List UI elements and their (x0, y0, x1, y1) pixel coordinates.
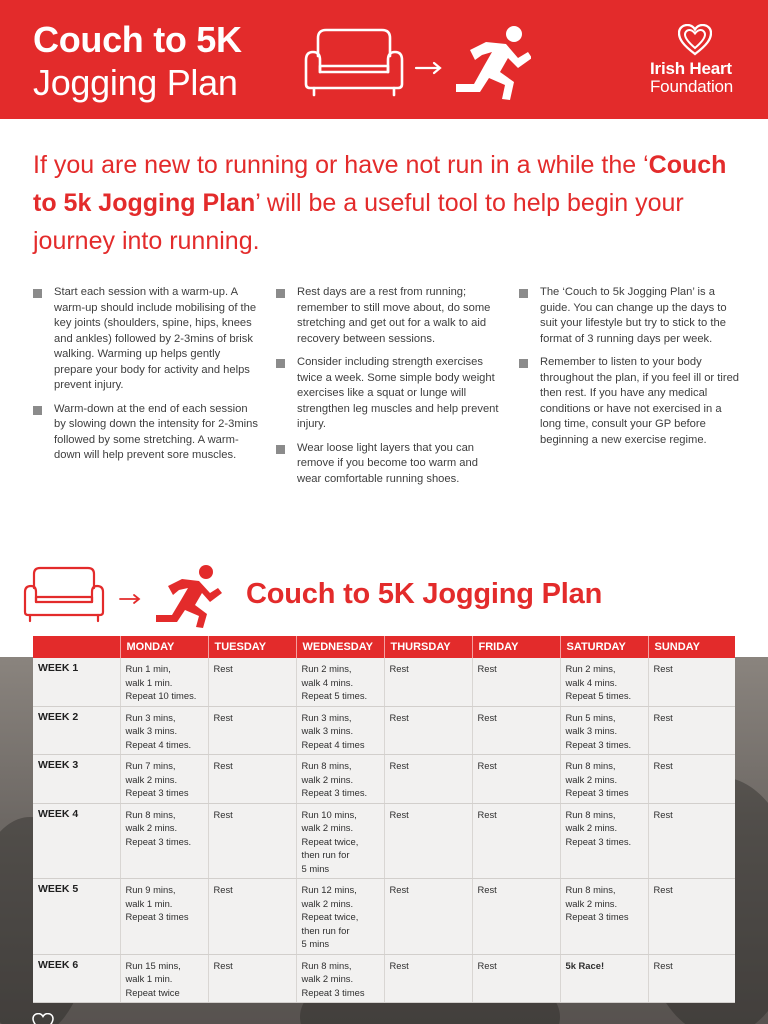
table-cell: Run 9 mins, walk 1 min. Repeat 3 times (120, 879, 208, 955)
table-cell: Rest (384, 755, 472, 804)
header-blank (33, 636, 120, 658)
tips-column-2 (276, 285, 501, 495)
brand-name-line-2: Foundation (650, 77, 734, 96)
table-cell: Run 8 mins, walk 2 mins. Repeat 3 times. (120, 803, 208, 879)
footer-heart-icon (32, 1013, 54, 1024)
couch-icon (306, 30, 402, 95)
table-cell: Rest (648, 803, 735, 879)
table-cell: Rest (208, 803, 296, 879)
table-cell: Rest (384, 879, 472, 955)
page-title (33, 18, 242, 104)
intro-paragraph (33, 146, 733, 260)
tips-column-1 (33, 285, 258, 472)
tip-listen-body: Remember to listen to your body throughout the plan, if you feel ill or tired then rest. If you have any medical conditions or have not exercised in a long time, consult your GP before beginning a new exercise regime. (519, 355, 744, 448)
table-cell: Rest (648, 954, 735, 1003)
table-cell: Run 12 mins, walk 2 mins. Repeat twice, then run for 5 mins (296, 879, 384, 955)
tip-strength: Consider including strength exercises twice a week. Some simple body weight exercises like a squat or lunge will strengthen leg muscles and help prevent injury. (276, 355, 501, 433)
table-cell: Run 2 mins, walk 4 mins. Repeat 5 times. (560, 658, 648, 706)
table-cell: Run 8 mins, walk 2 mins. Repeat 3 times (296, 954, 384, 1003)
table-cell: Run 8 mins, walk 2 mins. Repeat 3 times. (296, 755, 384, 804)
section-couch-to-runner-graphic (22, 562, 222, 628)
table-cell: Rest (384, 658, 472, 706)
table-cell: Rest (648, 755, 735, 804)
intro-bold-plan-name: Couch to 5k Jogging Plan (33, 151, 727, 217)
week-label: WEEK 2 (33, 706, 120, 755)
arrow-right-icon (416, 63, 440, 73)
table-cell: Rest (472, 879, 560, 955)
tip-rest-days: Rest days are a rest from running; remember to still move about, do some stretching and get out for a walk to aid recovery between sessions. (276, 285, 501, 347)
table-cell: 5k Race! (560, 954, 648, 1003)
intro-text-1: If you are new to running or have not run in a while the ‘ (33, 151, 649, 179)
table-cell: Rest (208, 879, 296, 955)
header-saturday: SATURDAY (560, 636, 648, 658)
table-cell: Run 2 mins, walk 4 mins. Repeat 5 times. (296, 658, 384, 706)
table-row (33, 954, 735, 1003)
table-cell: Run 3 mins, walk 3 mins. Repeat 4 times (296, 706, 384, 755)
table-cell: Rest (472, 658, 560, 706)
table-cell: Rest (472, 954, 560, 1003)
table-cell: Rest (208, 706, 296, 755)
tips-column-3 (519, 285, 744, 456)
table-body (33, 658, 735, 1003)
title-line-1: Couch to 5K (33, 19, 242, 60)
header-thursday: THURSDAY (384, 636, 472, 658)
header-tuesday: TUESDAY (208, 636, 296, 658)
header-wednesday: WEDNESDAY (296, 636, 384, 658)
table-cell: Rest (384, 954, 472, 1003)
header-sunday: SUNDAY (648, 636, 735, 658)
plan-section-title: Couch to 5K Jogging Plan (246, 578, 603, 610)
tip-guide: The ‘Couch to 5k Jogging Plan’ is a guide. You can change up the days to suit your lifestyle but try to stick to the format of 3 running days per week. (519, 285, 744, 347)
couch-to-runner-graphic (296, 22, 531, 102)
table-cell: Rest (208, 954, 296, 1003)
heart-logo-icon (678, 24, 712, 56)
runner-icon (456, 26, 531, 100)
brand-name-line-1: Irish Heart (650, 59, 732, 78)
table-row (33, 755, 735, 804)
table-cell: Run 1 min, walk 1 min. Repeat 10 times. (120, 658, 208, 706)
table-cell: Rest (384, 706, 472, 755)
table-cell: Rest (648, 658, 735, 706)
week-label: WEEK 5 (33, 879, 120, 955)
table-header-row (33, 636, 735, 658)
table-cell: Rest (208, 658, 296, 706)
table-cell: Rest (472, 803, 560, 879)
table-cell: Rest (648, 879, 735, 955)
week-label: WEEK 3 (33, 755, 120, 804)
table-row (33, 803, 735, 879)
section-runner-icon (156, 565, 222, 628)
table-cell: Run 8 mins, walk 2 mins. Repeat 3 times (560, 755, 648, 804)
table-cell: Rest (208, 755, 296, 804)
table-cell: Run 3 mins, walk 3 mins. Repeat 4 times. (120, 706, 208, 755)
table-cell: Run 10 mins, walk 2 mins. Repeat twice, then run for 5 mins (296, 803, 384, 879)
week-label: WEEK 1 (33, 658, 120, 706)
table-row (33, 706, 735, 755)
tip-warm-up: Start each session with a warm-up. A warm-up should include mobilising of the key joints (shoulders, spine, hips, knees and ankles) followed by 2-3mins of brisk walking. Warming up helps gently prepare your body for activity and helps prevent injury. (33, 285, 258, 394)
table-cell: Rest (648, 706, 735, 755)
jogging-plan-table (33, 636, 735, 1003)
table-cell: Rest (384, 803, 472, 879)
table-row (33, 658, 735, 706)
table-row (33, 879, 735, 955)
section-arrow-right-icon (120, 595, 139, 603)
header-friday: FRIDAY (472, 636, 560, 658)
intro-text-2: ’ will be a useful tool to help begin your journey into running. (33, 189, 684, 255)
header-monday: MONDAY (120, 636, 208, 658)
title-line-2: Jogging Plan (33, 62, 238, 103)
table-cell: Run 8 mins, walk 2 mins. Repeat 3 times. (560, 803, 648, 879)
irish-heart-foundation-logo (650, 24, 750, 99)
table-cell: Run 15 mins, walk 1 min. Repeat twice (120, 954, 208, 1003)
header-banner (0, 0, 768, 119)
footer-logo-partial (32, 1012, 54, 1024)
tip-warm-down: Warm-down at the end of each session by slowing down the intensity for 2-3mins followed by some stretching. A warm-down will help prevent sore muscles. (33, 402, 258, 464)
table-cell: Rest (472, 706, 560, 755)
table-cell: Run 7 mins, walk 2 mins. Repeat 3 times (120, 755, 208, 804)
week-label: WEEK 4 (33, 803, 120, 879)
section-couch-icon (25, 568, 103, 621)
table-cell: Run 8 mins, walk 2 mins. Repeat 3 times (560, 879, 648, 955)
table-cell: Run 5 mins, walk 3 mins. Repeat 3 times. (560, 706, 648, 755)
tip-clothing: Wear loose light layers that you can remove if you become too warm and wear comfortable running shoes. (276, 441, 501, 488)
table-cell: Rest (472, 755, 560, 804)
week-label: WEEK 6 (33, 954, 120, 1003)
